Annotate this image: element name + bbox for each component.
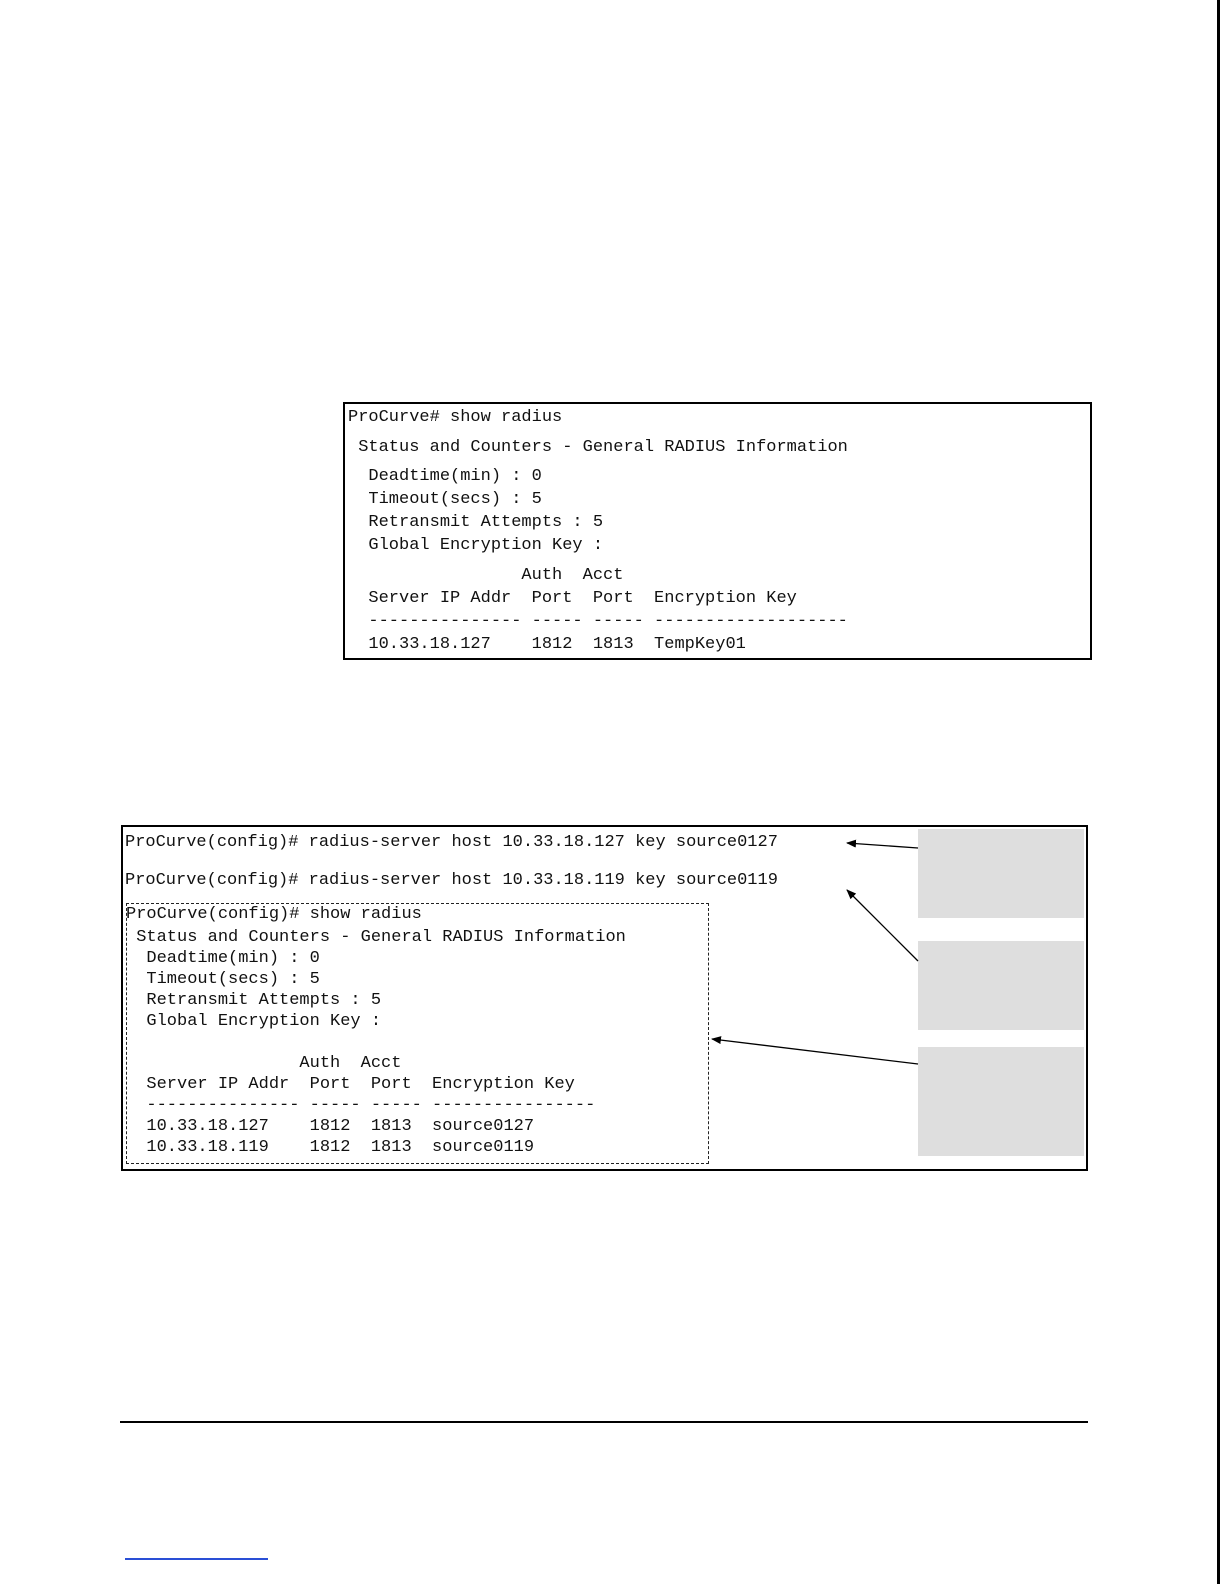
footer-rule [120,1421,1088,1423]
command-line: ProCurve(config)# radius-server host 10.33.18.119 key source0119 [125,871,778,890]
terminal-line: 10.33.18.127 1812 1813 source0127 [126,1117,535,1136]
terminal-line: Timeout(secs) : 5 [126,970,320,989]
callout-arrow [712,1039,918,1064]
terminal-line: Global Encryption Key : [348,536,604,555]
terminal-line: ProCurve(config)# show radius [126,905,422,924]
figure-radius-server-keys [121,825,1088,1171]
terminal-line: ProCurve# show radius [348,408,563,427]
command-line: ProCurve(config)# radius-server host 10.33.18.127 key source0127 [125,833,778,852]
terminal-line: Timeout(secs) : 5 [348,490,542,509]
callout-arrows [123,827,1086,1169]
terminal-line: Status and Counters - General RADIUS Information [126,928,626,947]
terminal-line: --------------- ----- ----- ------------------- [348,612,848,631]
terminal-line: 10.33.18.127 1812 1813 TempKey01 [348,635,746,654]
footer-link-underline [125,1558,268,1560]
terminal-line: Deadtime(min) : 0 [348,467,542,486]
page-edge-rule [1217,0,1220,1584]
figure-show-radius [343,402,1092,660]
terminal-line: --------------- ----- ----- ---------------- [126,1096,596,1115]
terminal-line: Auth Acct [126,1054,402,1073]
terminal-line: Retransmit Attempts : 5 [126,991,382,1010]
terminal-line: Status and Counters - General RADIUS Information [348,438,848,457]
terminal-line: Global Encryption Key : [126,1012,382,1031]
terminal-line: Server IP Addr Port Port Encryption Key [348,589,797,608]
callout-arrow [847,843,918,848]
callout-arrow [847,890,918,961]
terminal-line: Retransmit Attempts : 5 [348,513,604,532]
terminal-line: Auth Acct [348,566,624,585]
terminal-line: 10.33.18.119 1812 1813 source0119 [126,1138,535,1157]
terminal-line: Deadtime(min) : 0 [126,949,320,968]
terminal-line: Server IP Addr Port Port Encryption Key [126,1075,575,1094]
